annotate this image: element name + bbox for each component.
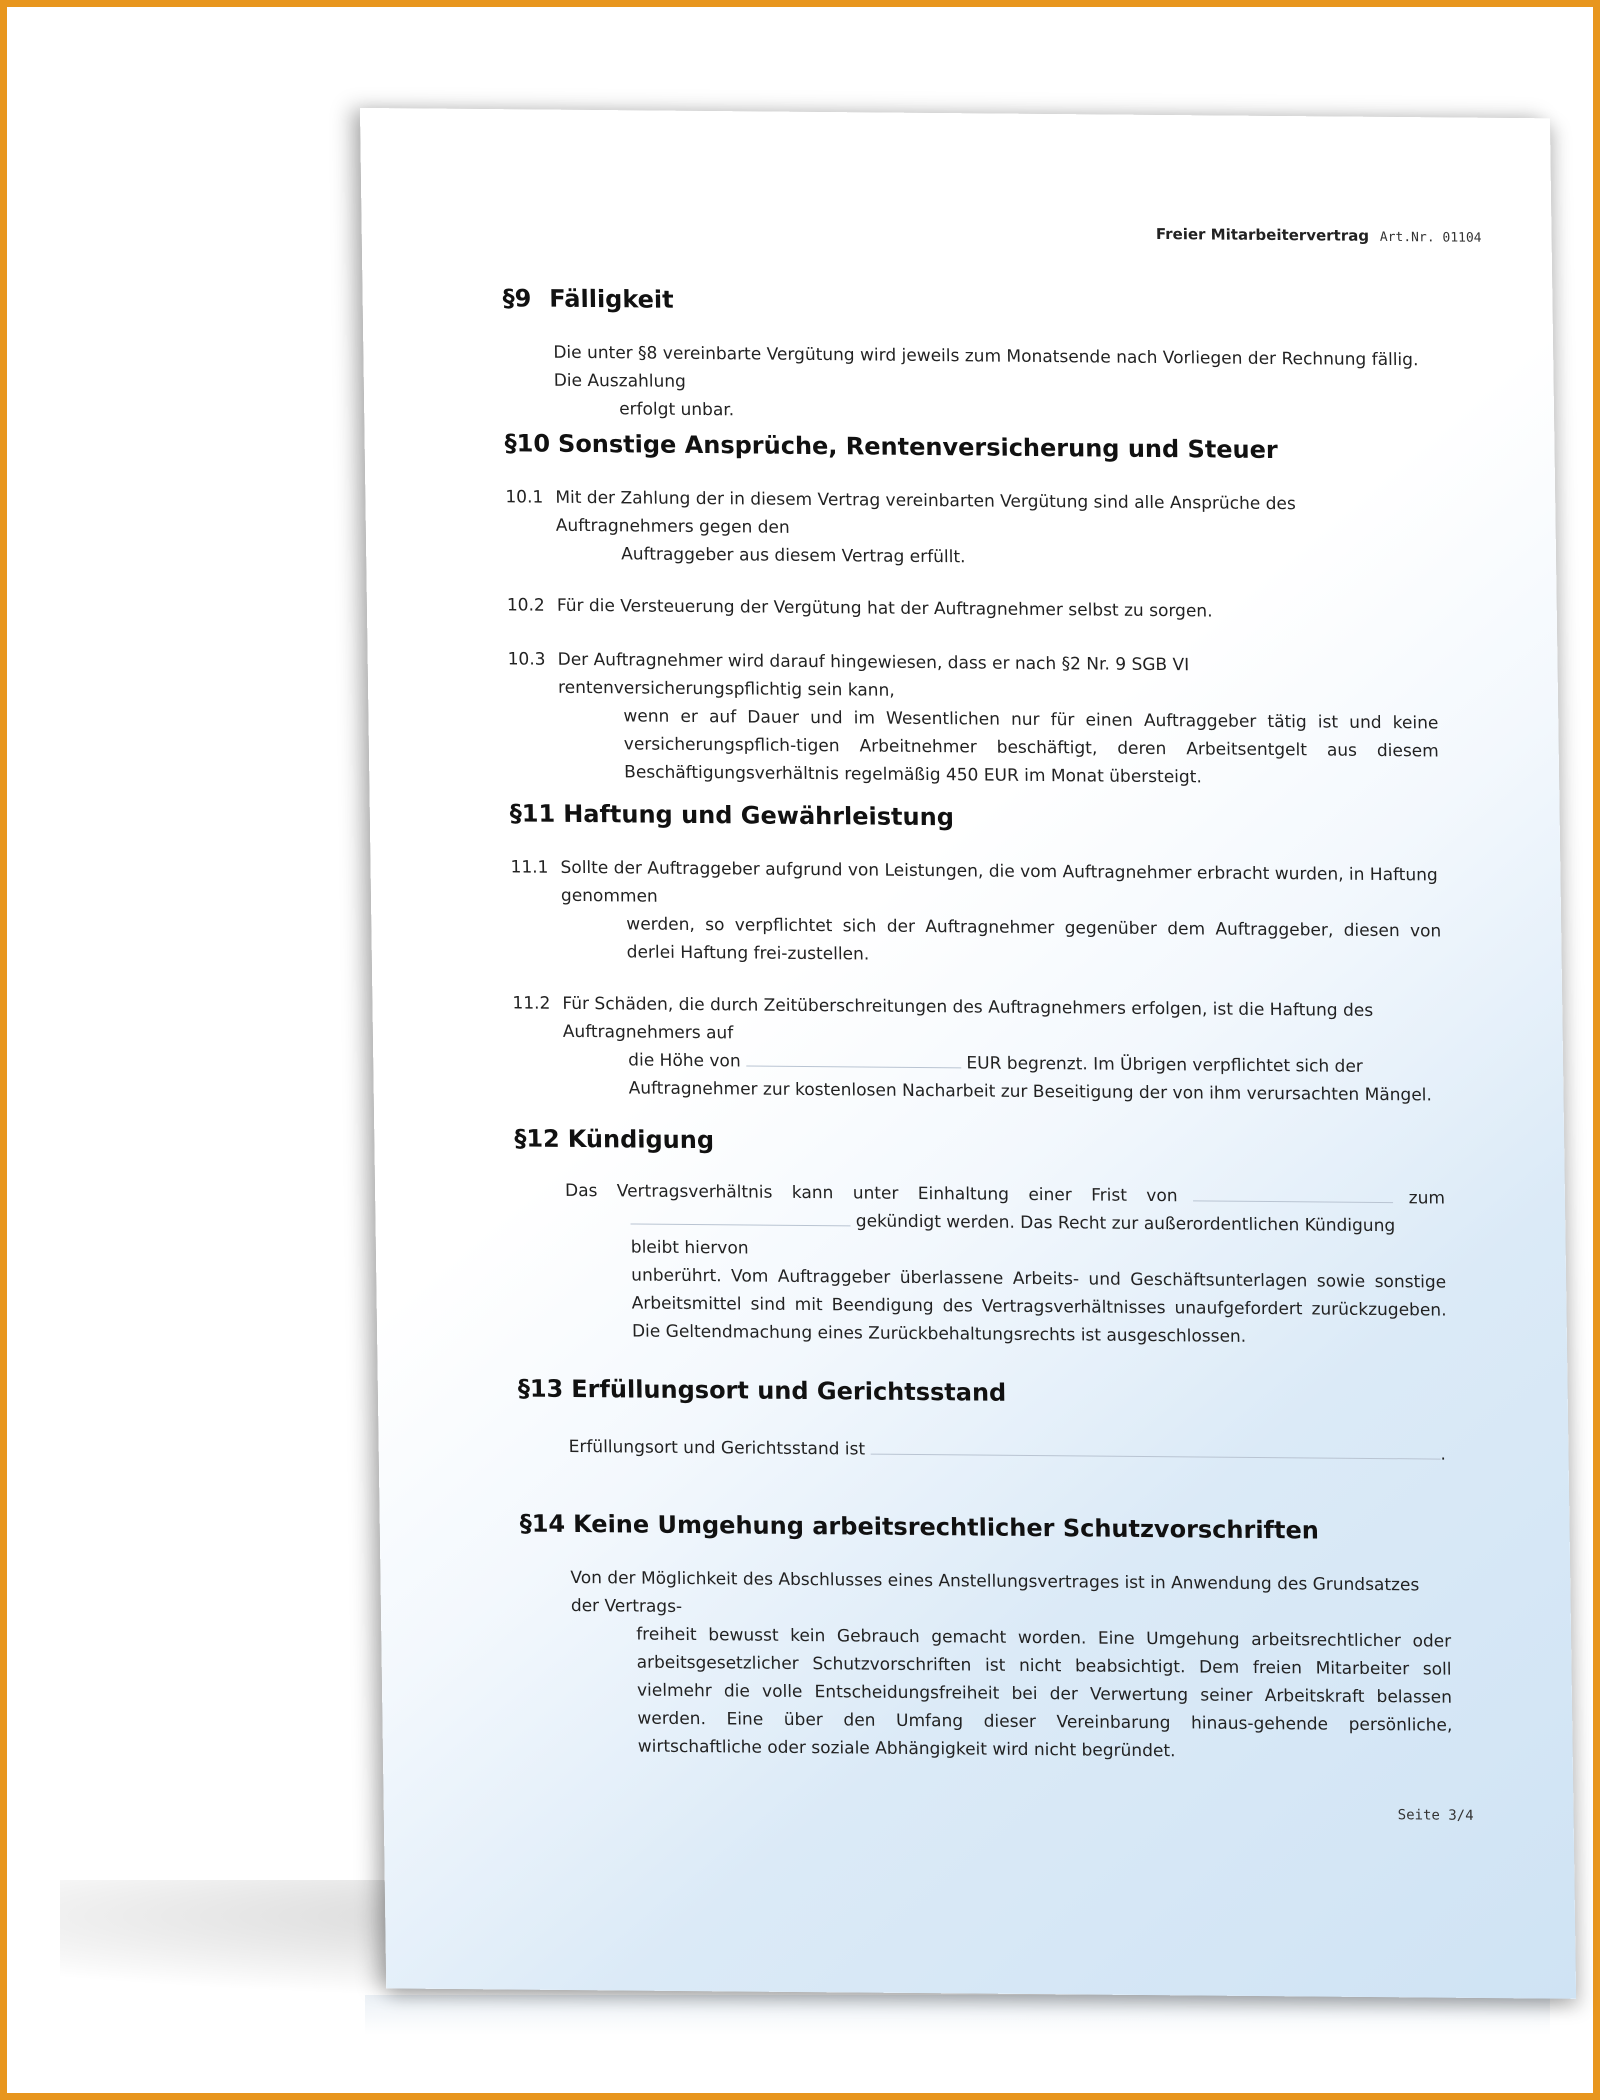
item-10-3 bbox=[507, 645, 1439, 793]
section-9 bbox=[502, 284, 1434, 430]
section-9-number: §9 bbox=[502, 284, 532, 313]
section-11-heading bbox=[510, 799, 1440, 835]
section-12 bbox=[514, 1124, 1447, 1352]
section-10-title: Sonstige Ansprüche, Rentenversicherung und Steuer bbox=[557, 429, 1278, 465]
header-artnr: Art.Nr. 01104 bbox=[1379, 229, 1482, 246]
sheet-reflection bbox=[365, 1995, 1550, 2035]
section-12-line1-before: Das Vertragsverhältnis kann unter Einhaltung einer Frist von bbox=[564, 1180, 1178, 1207]
item-11-2-rest-after: EUR begrenzt. Im Übrigen verpflichtet sich der Auftragnehmer zur kostenlosen Nacharbeit zur Beseitigung der von ihm verursachten Mängel. bbox=[628, 1053, 1433, 1106]
section-9-title: Fälligkeit bbox=[549, 284, 674, 314]
item-10-1 bbox=[505, 483, 1436, 575]
item-11-2-rest-before: die Höhe von bbox=[628, 1050, 741, 1072]
section-11-title: Haftung und Gewährleistung bbox=[563, 799, 955, 832]
section-12-text bbox=[565, 1177, 1447, 1353]
section-9-line1: Die unter §8 vereinbarte Vergütung wird jeweils zum Monatsende nach Vorliegen der Rechnung fällig. Die Auszahlung bbox=[553, 342, 1419, 392]
item-10-3-rest: wenn er auf Dauer und im Wesentlichen nur für einen Auftraggeber tätig ist und keine versicherungspflich-tigen Arbeitnehmer beschäftigt, deren Arbeitsentgelt aus diesem Beschäftigungsverhältnis regelmäßig 450 EUR im Monat übersteigt. bbox=[623, 706, 1439, 788]
item-10-1-line1: Mit der Zahlung der in diesem Vertrag vereinbarten Vergütung sind alle Ansprüche des Auftragnehmers gegen den bbox=[555, 487, 1296, 538]
section-13-heading bbox=[518, 1374, 1448, 1410]
item-10-1-rest: Auftraggeber aus diesem Vertrag erfüllt. bbox=[621, 544, 966, 568]
section-12-line1-after: zum bbox=[1408, 1188, 1446, 1209]
item-11-1 bbox=[510, 853, 1441, 973]
section-14-line1: Von der Möglichkeit des Abschlusses eines Anstellungsvertrages ist in Anwendung des Grundsatzes der Vertrags- bbox=[570, 1567, 1420, 1617]
document-page bbox=[360, 108, 1576, 1999]
section-14-title: Keine Umgehung arbeitsrechtlicher Schutzvorschriften bbox=[572, 1509, 1320, 1545]
liability-amount-field[interactable] bbox=[746, 1065, 961, 1068]
section-9-line2: erfolgt unbar. bbox=[619, 399, 735, 421]
item-11-2 bbox=[512, 989, 1443, 1109]
section-9-text bbox=[553, 339, 1434, 431]
item-11-1-number: 11.1 bbox=[510, 857, 549, 878]
section-14-rest: freiheit bewusst kein Gebrauch gemacht worden. Eine Umgehung arbeitsrechtlicher oder arbeitsgesetzlicher Schutzvorschriften ist nicht beabsichtigt. Dem freien Mitarbeiter soll vielmehr die volle Entscheidungsfreiheit bei der Verwertung seiner Arbeitskraft belassen werden. Eine über den Umfang dieser Vereinbarung hinaus-gehende persönliche, wirtschaftliche oder soziale Abhängigkeit wird nicht begründet. bbox=[636, 1624, 1453, 1762]
section-14-heading bbox=[520, 1510, 1450, 1546]
item-11-1-rest: werden, so verpflichtet sich der Auftragnehmer gegenüber dem Auftraggeber, diesen von derlei Haftung frei-zustellen. bbox=[626, 914, 1442, 965]
item-10-3-number: 10.3 bbox=[507, 649, 546, 670]
section-13-end: . bbox=[1440, 1444, 1446, 1465]
section-13-label: Erfüllungsort und Gerichtsstand ist bbox=[568, 1436, 866, 1460]
section-12-heading bbox=[514, 1124, 1444, 1160]
item-11-2-line1: Für Schäden, die durch Zeitüberschreitungen des Auftragnehmers erfolgen, ist die Haftung des Auftragnehmers auf bbox=[562, 993, 1374, 1044]
section-13 bbox=[518, 1374, 1449, 1468]
section-13-text bbox=[568, 1433, 1448, 1469]
section-14 bbox=[520, 1510, 1453, 1768]
section-14-number: §14 bbox=[519, 1509, 566, 1538]
section-10-heading bbox=[504, 429, 1434, 465]
item-11-2-number: 11.2 bbox=[512, 993, 551, 1014]
section-12-number: §12 bbox=[514, 1124, 560, 1153]
item-11-1-line1: Sollte der Auftraggeber aufgrund von Leistungen, die vom Auftragnehmer erbracht wurden, in Haftung genommen bbox=[560, 857, 1438, 907]
section-12-rest: unberührt. Vom Auftraggeber überlassene Arbeits- und Geschäftsunterlagen sowie sonstige Arbeitsmittel sind mit Beendigung des Vertragsverhältnisses unaufgefordert zurückzugeben. Die Geltendmachung eines Zurückbehaltungsrechts ist ausgeschlossen. bbox=[631, 1265, 1447, 1347]
item-10-2-number: 10.2 bbox=[506, 595, 545, 616]
section-13-number: §13 bbox=[517, 1374, 564, 1403]
page-number: Seite 3/4 bbox=[1397, 1807, 1474, 1824]
notice-period-field[interactable] bbox=[1193, 1200, 1393, 1203]
jurisdiction-field[interactable] bbox=[871, 1454, 1441, 1460]
section-13-title: Erfüllungsort und Gerichtsstand bbox=[571, 1374, 1007, 1407]
section-10 bbox=[504, 429, 1439, 793]
section-12-line2-after: gekündigt werden. Das Recht zur außerordentlichen Kündigung bleibt hiervon bbox=[630, 1211, 1396, 1259]
section-11 bbox=[510, 799, 1444, 1109]
header-title: Freier Mitarbeitervertrag bbox=[1155, 224, 1370, 245]
termination-date-field[interactable] bbox=[631, 1223, 851, 1226]
section-14-text bbox=[570, 1564, 1453, 1768]
item-10-3-line1: Der Auftragnehmer wird darauf hingewiesen, dass er nach §2 Nr. 9 SGB VI rentenversicherungspflichtig sein kann, bbox=[557, 649, 1190, 701]
item-10-2-line1: Für die Versteuerung der Vergütung hat der Auftragnehmer selbst zu sorgen. bbox=[556, 595, 1213, 622]
item-10-1-number: 10.1 bbox=[505, 487, 544, 508]
section-12-title: Kündigung bbox=[567, 1124, 715, 1155]
section-10-number: §10 bbox=[504, 429, 551, 458]
section-9-heading bbox=[502, 284, 1432, 320]
item-10-2 bbox=[507, 591, 1437, 627]
section-11-number: §11 bbox=[509, 799, 556, 828]
document-header bbox=[1156, 225, 1482, 246]
